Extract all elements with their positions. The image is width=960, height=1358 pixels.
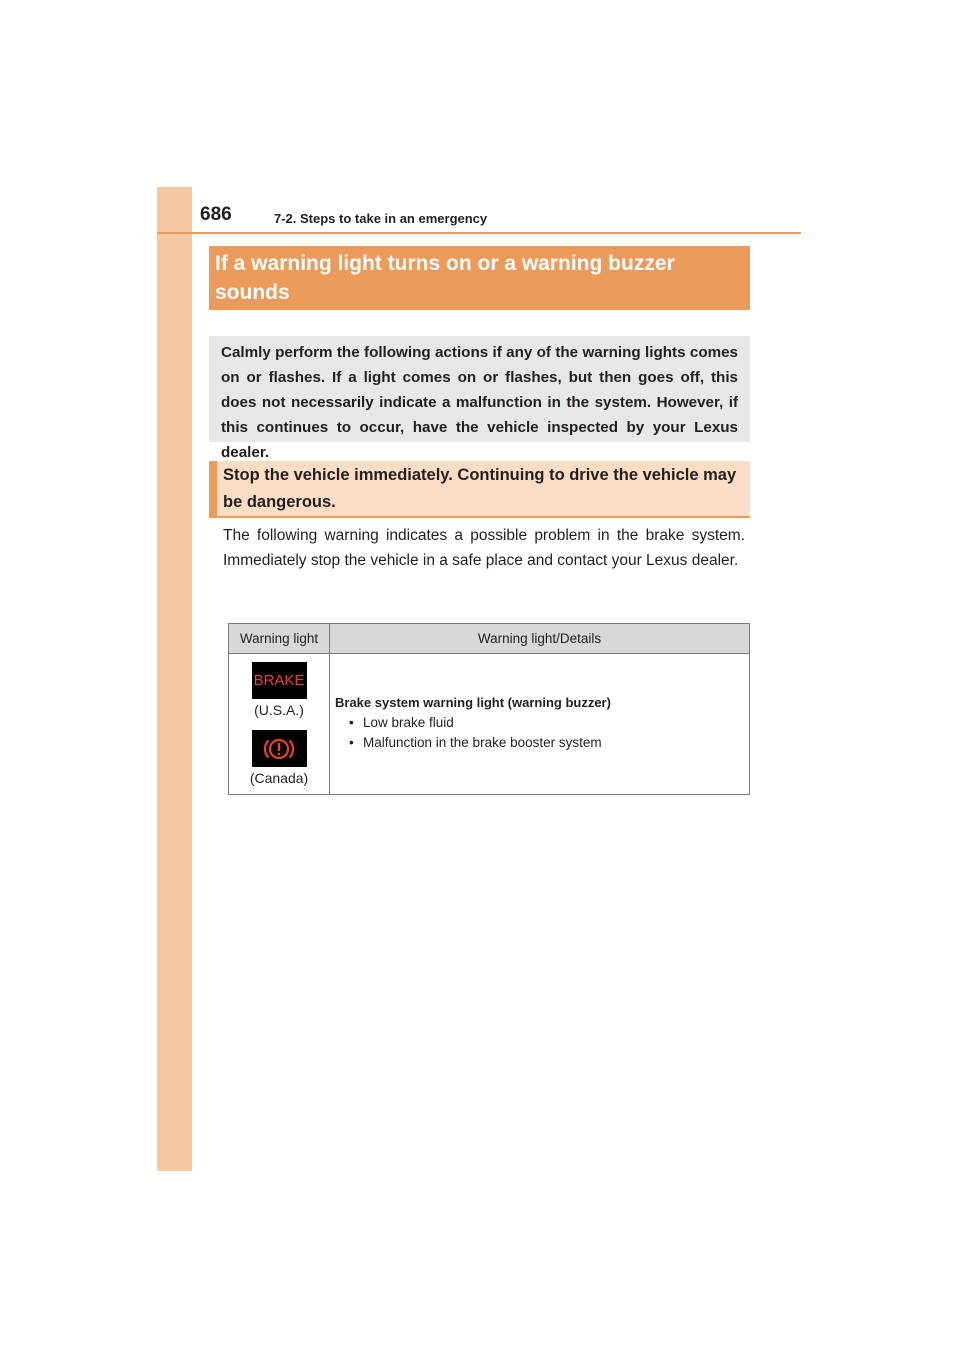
body-text: The following warning indicates a possible problem in the brake system. Immediately stop the vehicle in a safe place and contact your Lexus dealer. [223, 527, 745, 569]
caution-box [209, 461, 750, 518]
section-title: 7-2. Steps to take in an emergency [274, 211, 488, 226]
header-rule [157, 232, 801, 234]
detail-title: Brake system warning light (warning buzzer) [335, 695, 611, 710]
brake-circle-exclamation-icon [262, 735, 296, 763]
details-cell [330, 654, 750, 795]
column-header-details: Warning light/Details [330, 624, 750, 654]
brake-warning-icon [252, 662, 307, 699]
intro-text: Calmly perform the following actions if any of the warning lights comes on or flashes. If a light comes on or flashes, but then goes off, this does not necessarily indicate a malfunction in the system. However, if this continues to occur, have the vehicle inspected by your Lexus dealer. [221, 344, 738, 461]
warning-light-table [228, 623, 750, 795]
brake-icon-text: BRAKE [253, 672, 305, 689]
list-item: • Malfunction in the brake booster system [349, 733, 749, 753]
list-item: • Low brake fluid [349, 713, 749, 733]
detail-list [335, 713, 749, 753]
intro-box [209, 336, 750, 461]
brake-circle-warning-icon [252, 730, 307, 767]
chapter-side-tab [157, 187, 192, 1171]
column-header-warning-light: Warning light [229, 624, 330, 654]
usa-label: (U.S.A.) [254, 702, 304, 718]
page-number: 686 [200, 204, 232, 225]
table-header-row [229, 624, 750, 654]
section-heading-bar [209, 246, 750, 310]
canada-label: (Canada) [249, 770, 309, 786]
table-row [229, 654, 750, 795]
section-heading: If a warning light turns on or a warning buzzer sounds [215, 252, 675, 304]
caution-text: Stop the vehicle immediately. Continuing to drive the vehicle may be dangerous. [223, 466, 737, 511]
warning-light-cell [229, 654, 330, 795]
